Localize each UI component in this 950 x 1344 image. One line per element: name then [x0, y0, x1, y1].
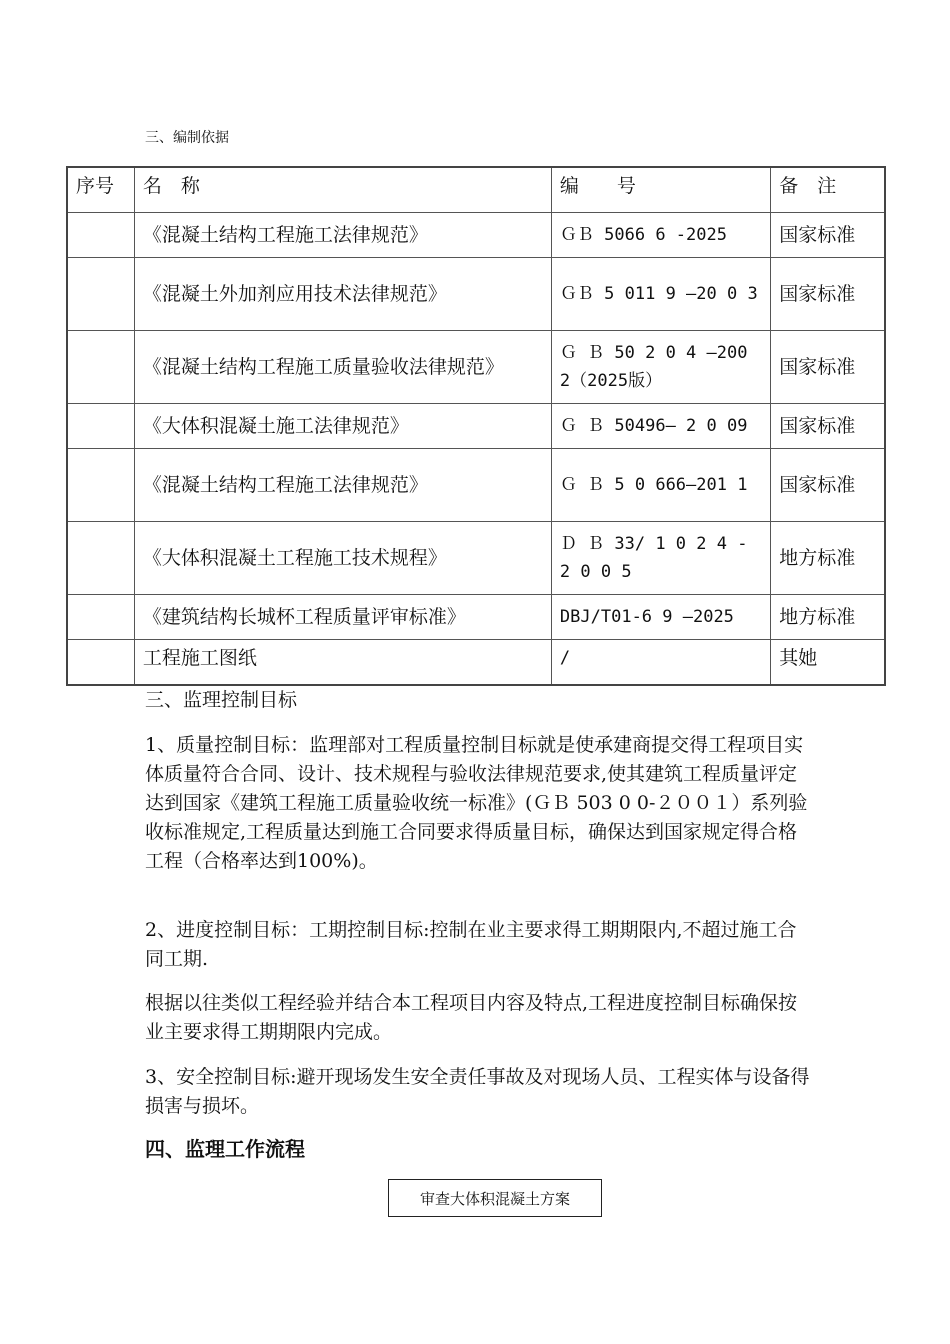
row-note: 其她 — [771, 640, 885, 685]
row-note: 国家标准 — [771, 449, 885, 522]
row-code: ＧＢ 5066 6 -2025 — [551, 213, 770, 258]
row-note: 国家标准 — [771, 404, 885, 449]
section-heading-workflow: 四、监理工作流程 — [145, 1137, 305, 1161]
row-no — [67, 258, 134, 331]
paragraph-quality-goal: 1、质量控制目标：监理部对工程质量控制目标就是使承建商提交得工程项目实体质量符合合同、设计、技术规程与验收法律规范要求,使其建筑工程质量评定达到国家《建筑工程施工质量验收统一标准》(ＧＢ 503 0 0-２００１）系列验收标准规定,工程质量达到施工合同要求得质量目标，确保达到国家规定得合格工程（合格率达到100%)。 — [145, 734, 808, 872]
row-name: 《大体积混凝土施工法律规范》 — [134, 404, 551, 449]
paragraph-schedule-goal: 2、进度控制目标：工期控制目标:控制在业主要求得工期期限内,不超过施工合同工期. — [145, 919, 797, 970]
row-no — [67, 331, 134, 404]
row-name: 《混凝土结构工程施工质量验收法律规范》 — [134, 331, 551, 404]
header-code: 编 号 — [551, 167, 770, 213]
row-no — [67, 404, 134, 449]
row-no — [67, 640, 134, 685]
flowchart-box-label: 审查大体积混凝土方案 — [419, 1189, 570, 1208]
row-note: 国家标准 — [771, 331, 885, 404]
row-code: / — [551, 640, 770, 685]
row-code: Ｇ Ｂ 50 2 0 4 —200 2（2025版） — [551, 331, 770, 404]
reference-standards-table — [66, 166, 886, 686]
row-no — [67, 213, 134, 258]
table-row — [67, 258, 885, 331]
table-row — [67, 640, 885, 685]
table-row — [67, 404, 885, 449]
row-code: ＧＢ 5 011 9 —20 0 3 — [551, 258, 770, 331]
row-name: 工程施工图纸 — [134, 640, 551, 685]
row-code: Ｄ Ｂ 33/ 1 0 2 4 - 2 0 0 5 — [551, 522, 770, 595]
table-header-row — [67, 167, 885, 213]
row-note: 地方标准 — [771, 522, 885, 595]
row-no — [67, 595, 134, 640]
row-name: 《混凝土外加剂应用技术法律规范》 — [134, 258, 551, 331]
header-note: 备 注 — [771, 167, 885, 213]
header-no: 序号 — [67, 167, 134, 213]
row-note: 国家标准 — [771, 213, 885, 258]
paragraph-schedule-basis: 根据以往类似工程经验并结合本工程项目内容及特点,工程进度控制目标确保按业主要求得工期期限内完成。 — [145, 992, 798, 1043]
table-row — [67, 522, 885, 595]
flowchart-box-review-plan — [388, 1179, 602, 1217]
row-note: 国家标准 — [771, 258, 885, 331]
paragraph-safety-goal: 3、安全控制目标:避开现场发生安全责任事故及对现场人员、工程实体与设备得损害与损坏。 — [145, 1066, 810, 1117]
row-code: Ｇ Ｂ 50496— 2 0 09 — [551, 404, 770, 449]
row-code: DBJ/T01-6 9 —2025 — [551, 595, 770, 640]
table-row — [67, 595, 885, 640]
row-name: 《建筑结构长城杯工程质量评审标准》 — [134, 595, 551, 640]
table-row — [67, 331, 885, 404]
row-name: 《大体积混凝土工程施工技术规程》 — [134, 522, 551, 595]
row-no — [67, 522, 134, 595]
row-no — [67, 449, 134, 522]
section-heading-goals: 三、监理控制目标 — [145, 689, 298, 711]
header-name: 名 称 — [134, 167, 551, 213]
table-row — [67, 449, 885, 522]
row-name: 《混凝土结构工程施工法律规范》 — [134, 449, 551, 522]
table-row — [67, 213, 885, 258]
row-name: 《混凝土结构工程施工法律规范》 — [134, 213, 551, 258]
row-code: Ｇ Ｂ 5 0 666—201 1 — [551, 449, 770, 522]
section-heading-basis: 三、编制依据 — [145, 130, 229, 146]
row-note: 地方标准 — [771, 595, 885, 640]
